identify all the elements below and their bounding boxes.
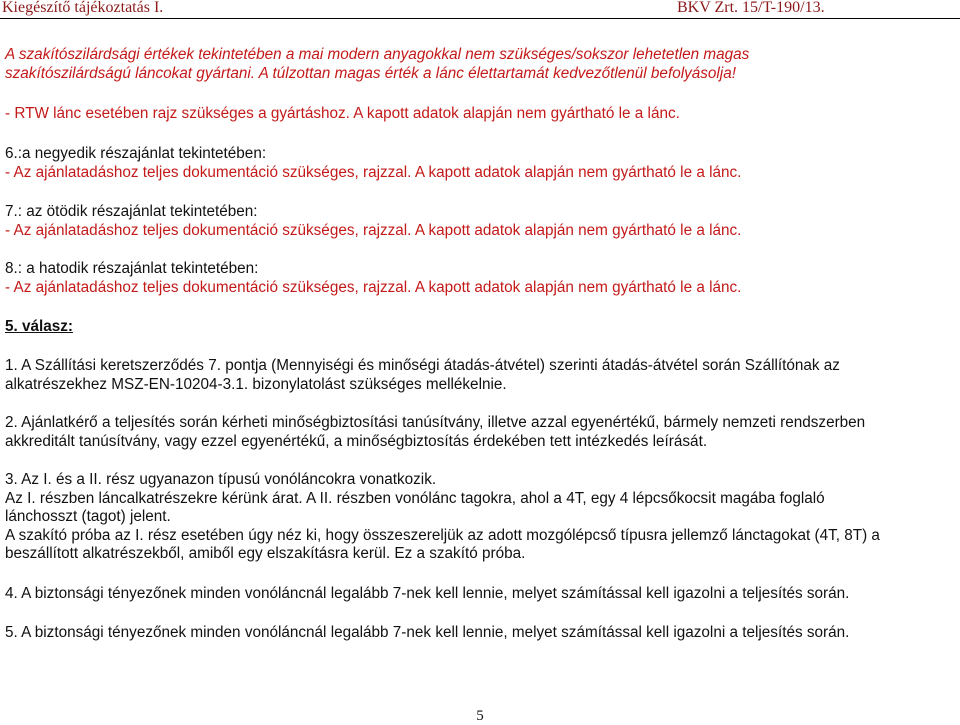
answer-5-title bbox=[5, 318, 955, 337]
intro-paragraph bbox=[5, 46, 955, 83]
page-header bbox=[0, 0, 960, 18]
item-8-body: - Az ajánlatadáshoz teljes dokumentáció szükséges, rajzzal. A kapott adatok alapján nem gyártható le a lánc. bbox=[5, 278, 742, 296]
intro-line: A szakítószilárdsági értékek tekintetében a mai modern anyagokkal nem szükséges/sokszor lehetetlen magas bbox=[5, 46, 750, 63]
point-3-line: beszállított alkatrészekből, amiből egy elszakításra kerül. Ez a szakító próba. bbox=[5, 545, 526, 562]
point-1-line: 1. A Szállítási keretszerződés 7. pontja (Mennyiségi és minőségi átadás-átvétel) szerinti átadás-átvétel során Szállítónak az bbox=[5, 357, 840, 374]
point-3-line: 3. Az I. és a II. rész ugyanazon típusú vonóláncokra vonatkozik. bbox=[5, 471, 437, 488]
header-document-title: Kiegészítő tájékoztatás I. bbox=[2, 0, 164, 16]
page-number: 5 bbox=[476, 708, 484, 724]
item-7-section bbox=[5, 203, 955, 240]
point-5-line: 5. A biztonsági tényezőnek minden vonóláncnál legalább 7-nek kell lennie, melyet számítással kell igazolni a teljesítés során. bbox=[5, 624, 850, 641]
point-5-paragraph bbox=[5, 624, 955, 643]
item-6-heading: 6.:a negyedik részajánlat tekintetében: bbox=[5, 145, 267, 162]
point-1-paragraph bbox=[5, 357, 955, 394]
point-1-line: alkatrészekhez MSZ-EN-10204-3.1. bizonylatolást szükséges mellékelnie. bbox=[5, 375, 507, 393]
point-3-line: lánchosszt (tagot) jelent. bbox=[5, 508, 171, 525]
header-divider bbox=[0, 18, 960, 19]
item-6-section bbox=[5, 145, 955, 182]
item-6-body: - Az ajánlatadáshoz teljes dokumentáció szükséges, rajzzal. A kapott adatok alapján nem gyártható le a lánc. bbox=[5, 163, 742, 181]
point-4-paragraph bbox=[5, 585, 955, 604]
rtw-paragraph bbox=[5, 105, 955, 124]
rtw-line: - RTW lánc esetében rajz szükséges a gyártáshoz. A kapott adatok alapján nem gyártható le a lánc. bbox=[5, 105, 680, 122]
point-3-line: Az I. részben láncalkatrészekre kérünk árat. A II. részben vonólánc tagokra, ahol a 4T, egy 4 lépcsőkocsit magába foglaló bbox=[5, 489, 825, 507]
item-8-section bbox=[5, 260, 955, 297]
answer-5-title-text: 5. válasz: bbox=[5, 318, 74, 335]
item-7-body: - Az ajánlatadáshoz teljes dokumentáció szükséges, rajzzal. A kapott adatok alapján nem gyártható le a lánc. bbox=[5, 221, 742, 239]
point-4-line: 4. A biztonsági tényezőnek minden vonóláncnál legalább 7-nek kell lennie, melyet számítással kell igazolni a teljesítés során. bbox=[5, 585, 850, 602]
point-3-line: A szakító próba az I. rész esetében úgy néz ki, hogy összeszereljük az adott mozgólépcső típusra jellemző lánctagokat (4T, 8T) a bbox=[5, 526, 880, 544]
point-3-paragraph bbox=[5, 471, 955, 564]
point-2-paragraph bbox=[5, 414, 955, 451]
item-7-heading: 7.: az ötödik részajánlat tekintetében: bbox=[5, 203, 258, 220]
intro-line: szakítószilárdságú láncokat gyártani. A túlzottan magas érték a lánc élettartamát kedvezőtlenül befolyásolja! bbox=[5, 64, 736, 82]
header-reference-number: BKV Zrt. 15/T-190/13. bbox=[677, 0, 825, 16]
point-2-line: 2. Ajánlatkérő a teljesítés során kérheti minőségbiztosítási tanúsítvány, illetve azzal egyenértékű, bármely nemzeti rendszerben bbox=[5, 414, 866, 431]
point-2-line: akkreditált tanúsítvány, vagy ezzel egyenértékű, a minőségbiztosítás érdekében tett intézkedés leírását. bbox=[5, 432, 708, 450]
item-8-heading: 8.: a hatodik részajánlat tekintetében: bbox=[5, 260, 259, 277]
